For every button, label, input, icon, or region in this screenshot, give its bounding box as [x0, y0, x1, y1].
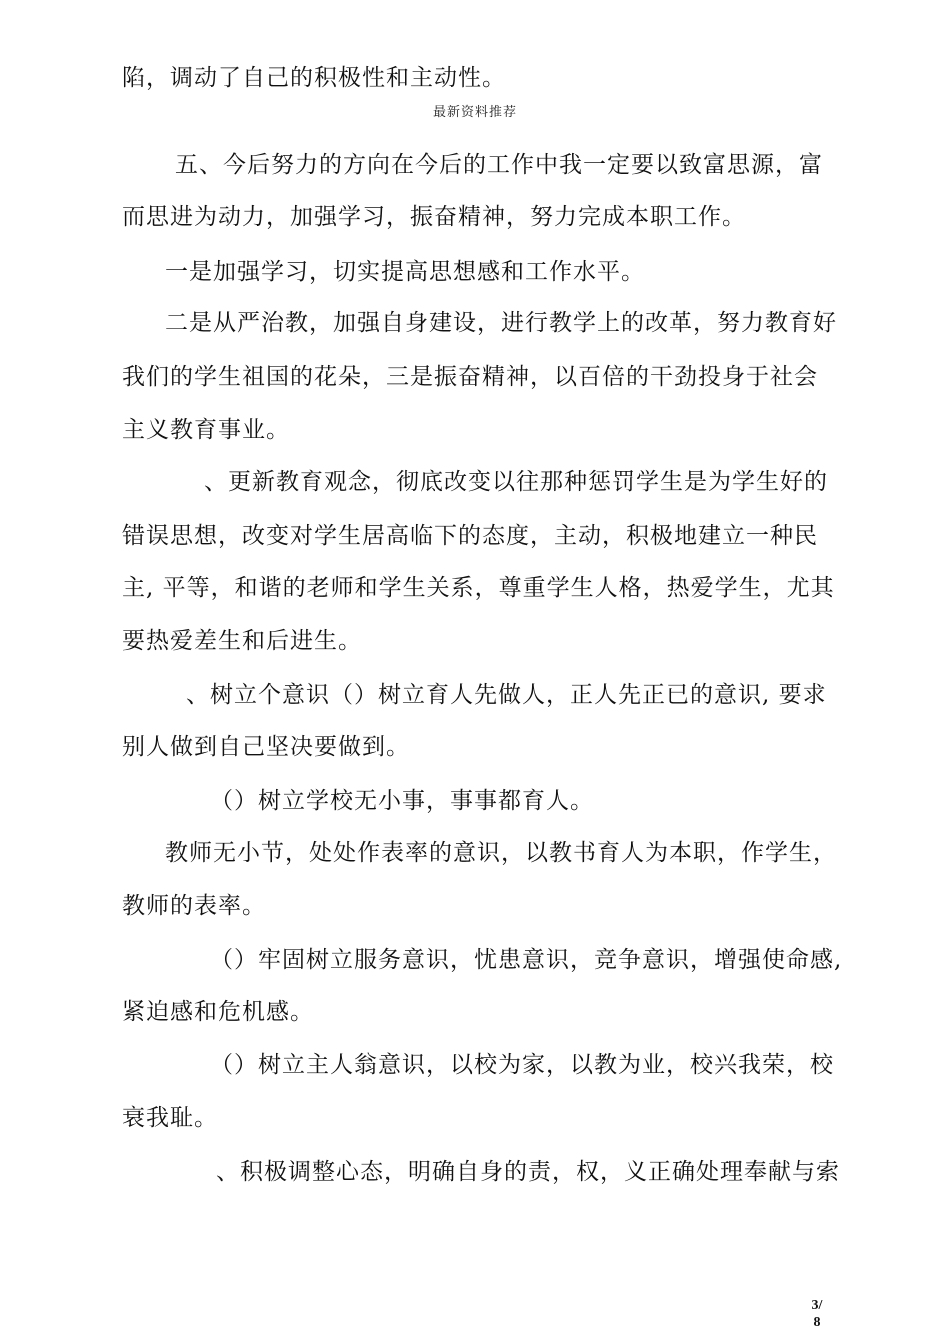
text-line-5: 二是从严治教，加强自身建设，进行教学上的改革，努力教育好	[165, 310, 837, 336]
text-line-17: （）牢固树立服务意识，忧患意识，竞争意识，增强使命感,	[210, 947, 843, 973]
recommend-banner: 最新资料推荐	[432, 105, 517, 120]
text-line-7: 主义教育事业。	[122, 417, 290, 443]
text-line-14: （）树立学校无小事，事事都育人。	[210, 788, 594, 814]
text-line-11: 要热爱差生和后进生。	[122, 628, 362, 654]
text-line-20: 衰我耻。	[122, 1105, 218, 1131]
text-line-18: 紧迫感和危机感。	[122, 999, 314, 1025]
text-line-19: （）树立主人翁意识，以校为家，以教为业，校兴我荣，校	[210, 1052, 834, 1078]
text-line-12: 、树立个意识（）树立育人先做人，正人先正已的意识, 要求	[186, 682, 827, 708]
text-line-2: 五、今后努力的方向在今后的工作中我一定要以致富思源，富	[175, 152, 823, 178]
page-number-bottom: 8	[813, 1315, 821, 1330]
text-line-1: 陷，调动了自己的积极性和主动性。	[122, 65, 506, 91]
text-line-9: 错误思想，改变对学生居高临下的态度，主动，积极地建立一种民	[122, 523, 818, 549]
text-line-13: 别人做到自己坚决要做到。	[122, 734, 410, 760]
text-line-16: 教师的表率。	[122, 893, 266, 919]
text-line-4: 一是加强学习，切实提高思想感和工作水平。	[165, 259, 645, 285]
page-number-top: 3/	[811, 1298, 823, 1313]
text-line-6: 我们的学生祖国的花朵，三是振奋精神，以百倍的干劲投身于社会	[122, 364, 818, 390]
text-line-15: 教师无小节，处处作表率的意识，以教书育人为本职，作学生，	[165, 840, 837, 866]
text-line-8: 、更新教育观念，彻底改变以往那种惩罚学生是为学生好的	[204, 469, 828, 495]
text-line-3: 而思进为动力，加强学习，振奋精神，努力完成本职工作。	[122, 204, 746, 230]
text-line-10: 主, 平等，和谐的老师和学生关系，尊重学生人格，热爱学生，尤其	[122, 575, 835, 601]
text-line-21: 、积极调整心态，明确自身的责，权，义正确处理奉献与索	[216, 1159, 840, 1185]
